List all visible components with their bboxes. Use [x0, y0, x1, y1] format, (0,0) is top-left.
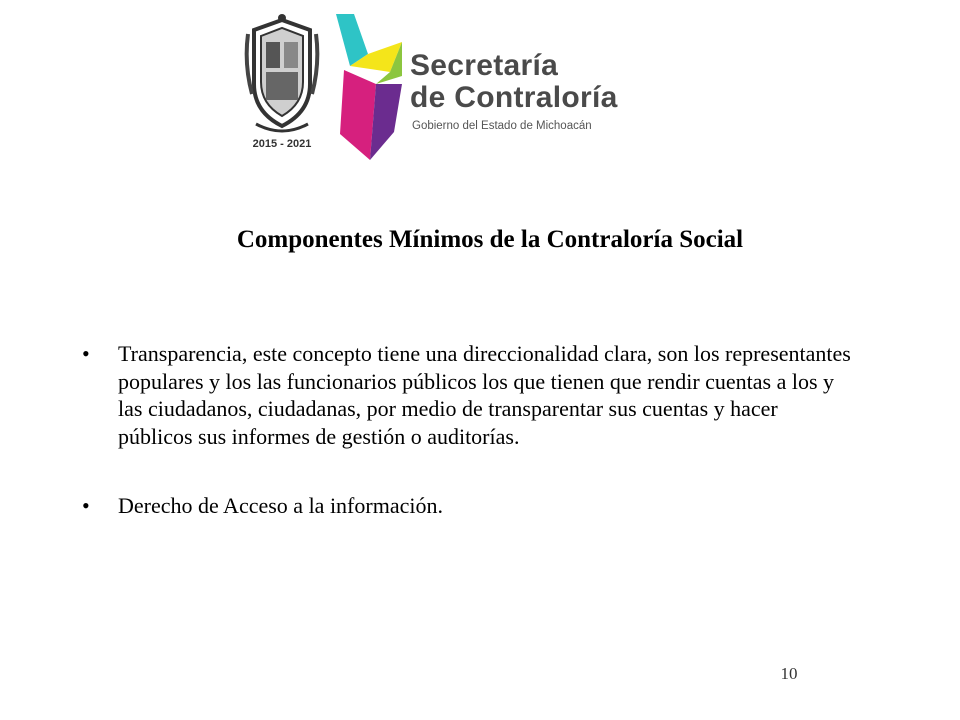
bullet-marker: •	[82, 341, 90, 366]
bullet-text: Transparencia, este concepto tiene una direccionalidad clara, son los representantes populares y los las funcionarios públicos los que tienen que rendir cuentas a los y las ciudadanos, ciudadanas, por medio de transparentar sus cuentas y hacer públicos sus informes de gestión o auditorías.	[118, 341, 851, 449]
logo	[244, 14, 636, 160]
bullet-marker: •	[82, 493, 90, 518]
brand-title-line2: de Contraloría	[410, 81, 618, 114]
bullet-text: Derecho de Acceso a la información.	[118, 493, 443, 518]
brand-title-line1: Secretaría	[410, 49, 559, 82]
seal-years: 2015 - 2021	[252, 138, 312, 150]
bullet-list	[82, 340, 852, 520]
brand-subtitle: Gobierno del Estado de Michoacán	[412, 120, 592, 132]
slide-title: Componentes Mínimos de la Contraloría Social	[236, 226, 744, 253]
page-number: 10	[780, 664, 798, 683]
brand-title	[410, 50, 618, 114]
k-brand-mark	[330, 14, 404, 160]
bullet-item-transparency	[82, 340, 852, 450]
bullet-item-access-info	[82, 492, 852, 520]
